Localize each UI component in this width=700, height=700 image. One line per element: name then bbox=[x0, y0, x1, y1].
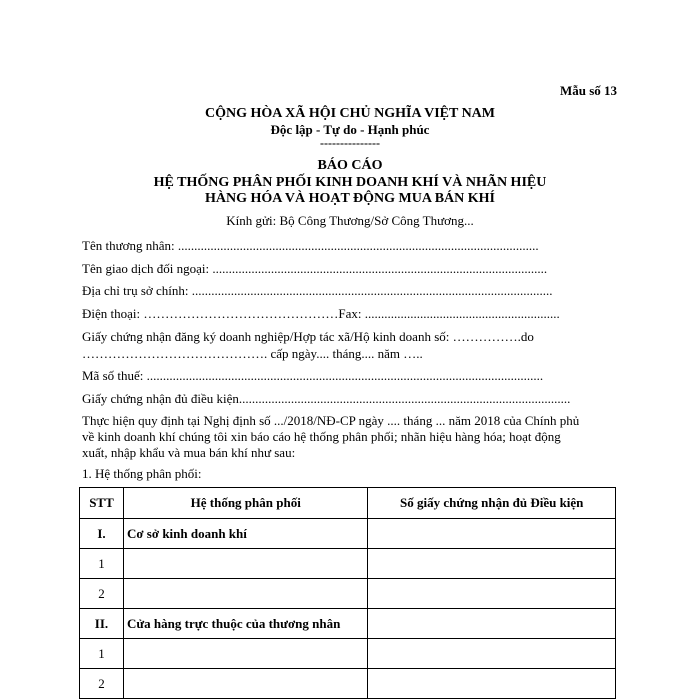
separator: --------------- bbox=[320, 136, 380, 150]
row-name[interactable] bbox=[123, 549, 368, 579]
report-title: BÁO CÁO bbox=[317, 158, 383, 173]
row-stt: 1 bbox=[80, 549, 124, 579]
recipient: Kính gửi: Bộ Công Thương/Sở Công Thương... bbox=[226, 213, 474, 228]
field-foreign-name: Tên giao dịch đối ngoại: ....................................................................................................... bbox=[82, 261, 548, 276]
nation-header: CỘNG HÒA XÃ HỘI CHỦ NGHĨA VIỆT NAM bbox=[204, 106, 495, 121]
table-row bbox=[80, 669, 616, 699]
row-cert[interactable] bbox=[368, 579, 616, 609]
table-header-row bbox=[80, 488, 616, 519]
intro-line-1: Thực hiện quy định tại Nghị định số .../2018/NĐ-CP ngày .... tháng ... năm 2018 của Chính phủ bbox=[82, 413, 580, 428]
row-stt: II. bbox=[80, 609, 124, 639]
field-tax-code: Mã số thuế: .......................................................................................................................... bbox=[82, 368, 544, 383]
field-trader-name: Tên thương nhân: ............................................................................................................... bbox=[82, 238, 539, 253]
section-1-title: 1. Hệ thống phân phối: bbox=[82, 466, 202, 481]
field-head-office: Địa chỉ trụ sở chính: ............................................................................................................... bbox=[82, 283, 553, 298]
header-stt: STT bbox=[80, 488, 124, 519]
table-row bbox=[80, 549, 616, 579]
intro-line-3: xuất, nhập khẩu và mua bán khí như sau: bbox=[82, 445, 296, 460]
row-name: Cơ sở kinh doanh khí bbox=[123, 519, 368, 549]
row-cert[interactable] bbox=[368, 639, 616, 669]
row-name[interactable] bbox=[123, 639, 368, 669]
table-row bbox=[80, 579, 616, 609]
table-row bbox=[80, 609, 616, 639]
table-row bbox=[80, 519, 616, 549]
field-registration-2: ……………………………………. cấp ngày.... tháng.... năm ….. bbox=[82, 346, 423, 361]
table-row bbox=[80, 639, 616, 669]
row-stt: 1 bbox=[80, 639, 124, 669]
row-stt: 2 bbox=[80, 669, 124, 699]
field-registration-1: Giấy chứng nhận đăng ký doanh nghiệp/Hợp tác xã/Hộ kinh doanh số: …………….do bbox=[82, 329, 534, 344]
row-cert[interactable] bbox=[368, 549, 616, 579]
intro-line-2: về kinh doanh khí chúng tôi xin báo cáo hệ thống phân phối; nhãn hiệu hàng hóa; hoạt động bbox=[82, 429, 561, 444]
row-stt: I. bbox=[80, 519, 124, 549]
field-phone-fax: Điện thoại: ………………………………………Fax: ............................................................ bbox=[82, 306, 560, 321]
row-name[interactable] bbox=[123, 669, 368, 699]
header-distribution-system: Hệ thống phân phối bbox=[123, 488, 368, 519]
report-subtitle-2: HÀNG HÓA VÀ HOẠT ĐỘNG MUA BÁN KHÍ bbox=[204, 191, 495, 206]
row-name[interactable] bbox=[123, 579, 368, 609]
row-cert[interactable] bbox=[368, 669, 616, 699]
form-number: Mẫu số 13 bbox=[559, 83, 617, 98]
report-subtitle-1: HỆ THỐNG PHÂN PHỐI KINH DOANH KHÍ VÀ NHÃN HIỆU bbox=[153, 175, 547, 190]
row-cert[interactable] bbox=[368, 609, 616, 639]
row-cert[interactable] bbox=[368, 519, 616, 549]
header-certificate-number: Số giấy chứng nhận đủ Điều kiện bbox=[368, 488, 616, 519]
distribution-table bbox=[79, 487, 616, 699]
row-name: Cửa hàng trực thuộc của thương nhân bbox=[123, 609, 368, 639]
row-stt: 2 bbox=[80, 579, 124, 609]
motto: Độc lập - Tự do - Hạnh phúc bbox=[270, 122, 430, 137]
field-certificate: Giấy chứng nhận đủ điều kiện...................................................................................................... bbox=[82, 391, 571, 406]
